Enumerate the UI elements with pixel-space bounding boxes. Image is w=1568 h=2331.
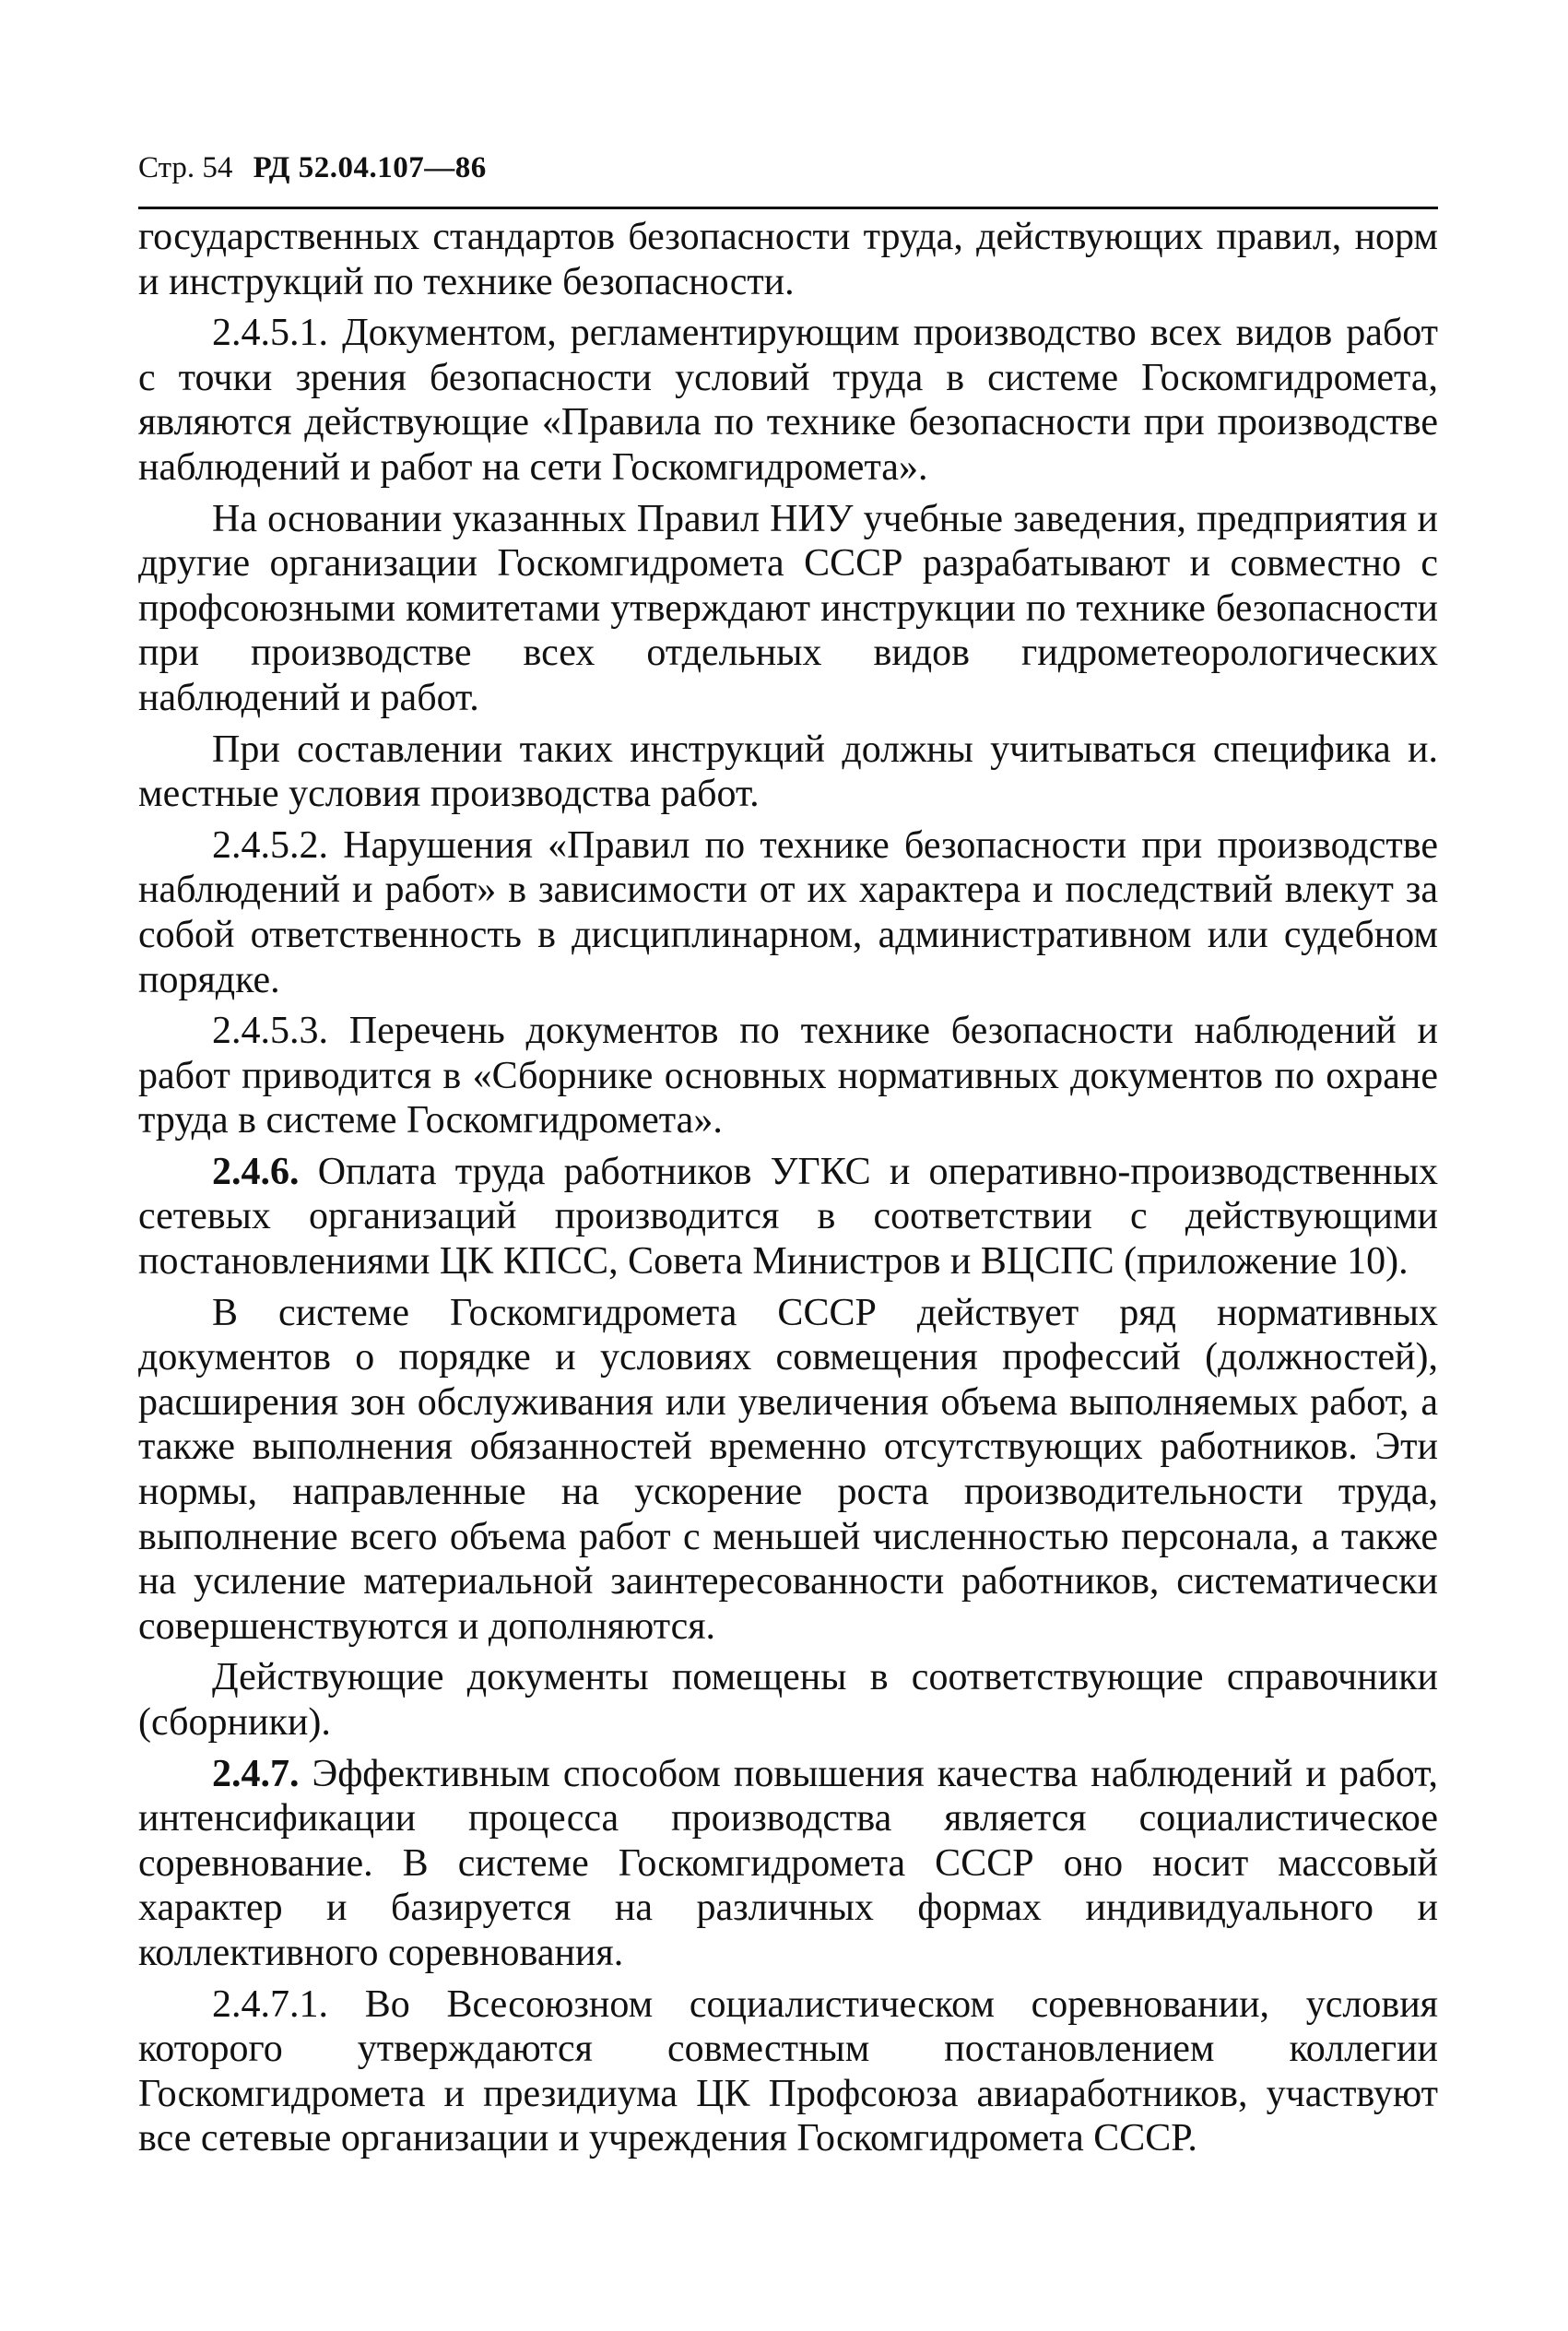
document-body	[138, 215, 1438, 2161]
document-code: РД 52.04.107—86	[253, 151, 487, 184]
document-page	[138, 148, 1438, 2168]
paragraph-text: На основании указанных Правил НИУ учебные заведения, предприятия и другие организации Госкомгидромета СССР разрабатывают и совместно с профсоюзными комитетами утверждают инструкции по технике безопасности при производстве всех отдельных видов гидрометеорологических наблюдений и работ.	[138, 497, 1438, 719]
paragraph-text: В системе Госкомгидромета СССР действует ряд нормативных документов о порядке и условиях совмещения профессий (должностей), расширения зон обслуживания или увеличения объема выполняемых работ, а также выполнения обязанностей временно отсутствующих работников. Эти нормы, направленные на ускорение роста производительности труда, выполнение всего объема работ с меньшей численностью персонала, а также на усиление материальной заинтересованности работников, систематически совершенствуются и дополняются.	[138, 1291, 1438, 1648]
page-number: Стр. 54	[138, 151, 233, 184]
section-number: 2.4.5.2.	[212, 823, 328, 867]
section-number: 2.4.5.3.	[212, 1010, 328, 1053]
paragraph-text: Эффективным способом повышения качества наблюдений и работ, интенсификации процесса производства является социалистическое соревнование. В системе Госкомгидромета СССР оно носит массовый характер и базируется на различных формах индивидуального и коллективного соревнования.	[138, 1752, 1439, 1974]
page-header	[138, 148, 1438, 188]
section-number: 2.4.7.1.	[212, 1982, 328, 2026]
paragraph	[138, 1982, 1438, 2161]
paragraph	[138, 311, 1438, 490]
paragraph	[138, 497, 1438, 721]
paragraph	[138, 728, 1438, 817]
paragraph-text: При составлении таких инструкций должны учитываться специфика и. местные условия производства работ.	[138, 728, 1438, 816]
paragraph	[138, 823, 1438, 1002]
header-rule	[138, 207, 1438, 209]
paragraph	[138, 1291, 1438, 1650]
paragraph-text: Перечень документов по технике безопасности наблюдений и работ приводится в «Сборнике основных нормативных документов по охране труда в системе Госкомгидромета».	[138, 1010, 1438, 1142]
paragraph	[138, 1655, 1438, 1745]
paragraph	[138, 1009, 1438, 1143]
paragraph	[138, 1752, 1438, 1976]
paragraph-text: государственных стандартов безопасности труда, действующих правил, норм и инструкций по технике безопасности.	[138, 216, 1438, 303]
section-number: 2.4.7.	[212, 1752, 300, 1795]
paragraph-text: Действующие документы помещены в соответствующие справочники (сборники).	[138, 1656, 1438, 1744]
paragraph-text: Документом, регламентирующим производство всех видов работ с точки зрения безопасности условий труда в системе Госкомгидромета, являются действующие «Правила по технике безопасности при производстве наблюдений и работ на сети Госкомгидромета».	[138, 312, 1439, 489]
paragraph-text: Во Всесоюзном социалистическом соревновании, условия которого утверждаются совместным постановлением коллегии Госкомгидромета и президиума ЦК Профсоюза авиаработников, участвуют все сетевые организации и учреждения Госкомгидромета СССР.	[138, 1982, 1438, 2160]
paragraph	[138, 1150, 1438, 1284]
paragraph	[138, 215, 1438, 304]
paragraph-text: Оплата труда работников УГКС и оперативно-производственных сетевых организаций производится в соответствии с действующими постановлениями ЦК КПСС, Совета Министров и ВЦСПС (приложение 10).	[138, 1150, 1438, 1284]
section-number: 2.4.6.	[212, 1150, 300, 1193]
section-number: 2.4.5.1.	[212, 312, 328, 355]
paragraph-text: Нарушения «Правил по технике безопасности при производстве наблюдений и работ» в зависимости от их характера и последствий влекут за собой ответственность в дисциплинарном, административном или судебном порядке.	[138, 823, 1439, 1001]
